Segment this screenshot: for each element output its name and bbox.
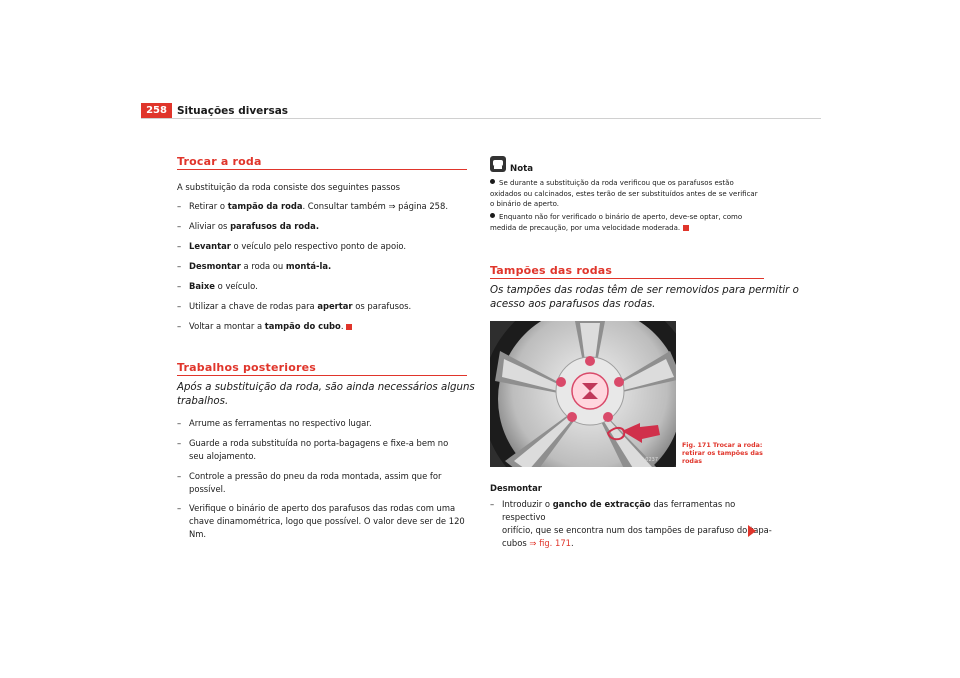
lead-text-line: Os tampões das rodas têm de ser removidos para permitir o bbox=[490, 285, 799, 296]
note-bullet: Enquanto não for verificado o binário de aperto, deve-se optar, como medida de precaução, por uma velocidade moderada. bbox=[490, 213, 743, 232]
section-rule bbox=[177, 169, 467, 170]
section-title-tampoes: Tampões das rodas bbox=[490, 264, 613, 277]
end-mark-icon bbox=[346, 324, 352, 330]
list-item: – Verifique o binário de aperto dos parafusos das rodas com uma chave dinamométrica, logo que possível. O valor deve ser de 120 Nm. bbox=[177, 503, 465, 539]
intro-text: A substituição da roda consiste dos seguintes passos bbox=[177, 182, 400, 192]
list-item: – Desmontar a roda ou montá-la. bbox=[177, 261, 332, 271]
list-item: – Arrume as ferramentas no respectivo lugar. bbox=[177, 418, 372, 428]
note-title: Nota bbox=[510, 164, 534, 174]
lead-text-line: trabalhos. bbox=[177, 396, 229, 407]
note-icon bbox=[490, 156, 506, 172]
figure-code: B5F-0237 bbox=[634, 457, 659, 463]
figure-caption-line: rodas bbox=[682, 458, 702, 465]
section-rule bbox=[177, 375, 467, 376]
running-title: Situações diversas bbox=[177, 105, 289, 117]
section-title-trabalhos: Trabalhos posteriores bbox=[177, 361, 317, 374]
section-title-trocar-roda: Trocar a roda bbox=[177, 155, 262, 168]
lead-text-line: acesso aos parafusos das rodas. bbox=[490, 299, 656, 310]
list-item: – Introduzir o gancho de extracção das ferramentas no respectivo orifício, que se encontra num dos tampões de parafuso do tapa- cubos ⇒ fig. 171. bbox=[490, 499, 772, 548]
figure-caption-line: Fig. 171 Trocar a roda: bbox=[682, 442, 763, 449]
list-item: – Aliviar os parafusos da roda. bbox=[177, 221, 320, 231]
lead-text-line: Após a substituição da roda, são ainda necessários alguns bbox=[177, 382, 475, 393]
next-page-arrow-icon[interactable] bbox=[748, 525, 756, 537]
figure-reference-link[interactable]: ⇒ fig. 171 bbox=[529, 538, 571, 548]
end-mark-icon bbox=[683, 225, 689, 231]
list-item: – Baixe o veículo. bbox=[177, 281, 258, 291]
subheading-desmontar: Desmontar bbox=[490, 483, 542, 493]
list-item: – Voltar a montar a tampão do cubo. bbox=[177, 320, 477, 333]
list-item: – Utilizar a chave de rodas para apertar os parafusos. bbox=[177, 301, 412, 311]
page-number: 258 bbox=[141, 103, 172, 119]
header-rule bbox=[141, 118, 821, 119]
section-rule bbox=[490, 278, 764, 279]
wheel-figure bbox=[490, 321, 676, 467]
note-bullet: Se durante a substituição da roda verificou que os parafusos estão oxidados ou calcinados, estes terão de ser substituídos antes de se verificar o binário de aperto. bbox=[490, 179, 758, 208]
list-item: – Retirar o tampão da roda. Consultar também ⇒ página 258. bbox=[177, 201, 448, 211]
figure-caption-line: retirar os tampões das bbox=[682, 450, 763, 457]
list-item: – Levantar o veículo pelo respectivo ponto de apoio. bbox=[177, 241, 407, 251]
list-item: – Controle a pressão do pneu da roda montada, assim que for possível. bbox=[177, 471, 442, 494]
list-item: – Guarde a roda substituída no porta-bagagens e fixe-a bem no seu alojamento. bbox=[177, 438, 449, 461]
